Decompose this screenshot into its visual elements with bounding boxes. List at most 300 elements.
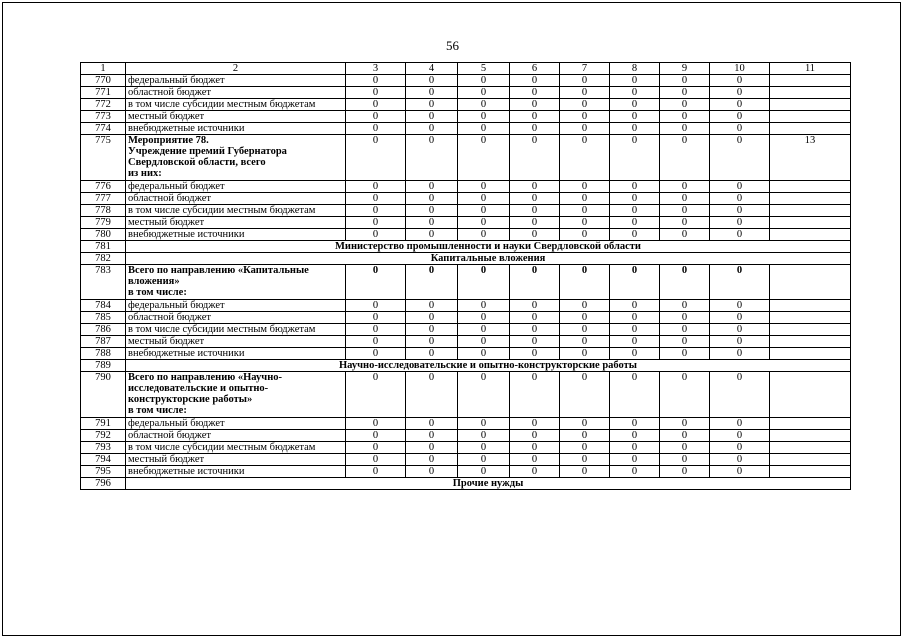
- value-cell: 0: [346, 193, 406, 205]
- value-cell: 0: [458, 181, 510, 193]
- header-cell: 9: [660, 63, 710, 75]
- value-cell: 0: [710, 312, 770, 324]
- row-number: 771: [81, 87, 126, 99]
- value-cell: 0: [346, 229, 406, 241]
- value-cell: 0: [510, 442, 560, 454]
- table-row: [81, 312, 851, 324]
- value-cell: 0: [660, 454, 710, 466]
- value-cell: 0: [406, 217, 458, 229]
- value-cell: 0: [346, 99, 406, 111]
- value-cell: 0: [510, 229, 560, 241]
- value-cell: 0: [458, 430, 510, 442]
- header-cell: 6: [510, 63, 560, 75]
- value-cell: 0: [406, 193, 458, 205]
- value-cell: 0: [406, 348, 458, 360]
- table-row: [81, 253, 851, 265]
- row-number: 792: [81, 430, 126, 442]
- row-number: 775: [81, 135, 126, 181]
- header-cell: 7: [560, 63, 610, 75]
- header-cell: 8: [610, 63, 660, 75]
- value-cell: 0: [458, 348, 510, 360]
- value-cell: 0: [406, 181, 458, 193]
- value-cell: 0: [406, 87, 458, 99]
- row-number: 774: [81, 123, 126, 135]
- row-label: в том числе субсидии местным бюджетам: [126, 205, 346, 217]
- value-cell: 0: [660, 123, 710, 135]
- column-11-cell: [770, 372, 851, 418]
- value-cell: 0: [510, 372, 560, 418]
- table-row: [81, 75, 851, 87]
- row-number: 781: [81, 241, 126, 253]
- value-cell: 0: [560, 442, 610, 454]
- value-cell: 0: [458, 217, 510, 229]
- value-cell: 0: [660, 99, 710, 111]
- value-cell: 0: [346, 430, 406, 442]
- header-cell: 5: [458, 63, 510, 75]
- value-cell: 0: [346, 372, 406, 418]
- column-11-cell: [770, 205, 851, 217]
- row-number: 783: [81, 265, 126, 300]
- table-row: [81, 324, 851, 336]
- column-11-cell: [770, 348, 851, 360]
- value-cell: 0: [710, 265, 770, 300]
- value-cell: 0: [458, 75, 510, 87]
- value-cell: 0: [510, 324, 560, 336]
- value-cell: 0: [660, 300, 710, 312]
- value-cell: 0: [346, 300, 406, 312]
- value-cell: 0: [458, 99, 510, 111]
- value-cell: 0: [660, 229, 710, 241]
- value-cell: 0: [510, 205, 560, 217]
- row-number: 779: [81, 217, 126, 229]
- row-label: местный бюджет: [126, 454, 346, 466]
- value-cell: 0: [610, 205, 660, 217]
- table-row: [81, 111, 851, 123]
- value-cell: 0: [610, 466, 660, 478]
- value-cell: 0: [406, 324, 458, 336]
- row-label: федеральный бюджет: [126, 75, 346, 87]
- row-label: внебюджетные источники: [126, 348, 346, 360]
- column-11-cell: [770, 418, 851, 430]
- value-cell: 0: [560, 181, 610, 193]
- row-number: 789: [81, 360, 126, 372]
- header-cell: 10: [710, 63, 770, 75]
- column-11-cell: [770, 111, 851, 123]
- value-cell: 0: [610, 324, 660, 336]
- row-label: областной бюджет: [126, 87, 346, 99]
- value-cell: 0: [560, 205, 610, 217]
- value-cell: 0: [660, 217, 710, 229]
- value-cell: 0: [346, 466, 406, 478]
- value-cell: 0: [610, 336, 660, 348]
- value-cell: 0: [610, 87, 660, 99]
- value-cell: 0: [510, 336, 560, 348]
- value-cell: 0: [510, 123, 560, 135]
- value-cell: 0: [346, 217, 406, 229]
- value-cell: 0: [458, 193, 510, 205]
- value-cell: 0: [610, 75, 660, 87]
- value-cell: 0: [510, 430, 560, 442]
- value-cell: 0: [346, 75, 406, 87]
- value-cell: 0: [710, 229, 770, 241]
- table-row: [81, 123, 851, 135]
- value-cell: 0: [458, 123, 510, 135]
- value-cell: 0: [610, 454, 660, 466]
- value-cell: 0: [346, 348, 406, 360]
- value-cell: 0: [660, 466, 710, 478]
- value-cell: 0: [660, 265, 710, 300]
- value-cell: 0: [458, 324, 510, 336]
- value-cell: 0: [660, 312, 710, 324]
- value-cell: 0: [610, 442, 660, 454]
- column-11-cell: [770, 181, 851, 193]
- value-cell: 0: [510, 466, 560, 478]
- row-label: областной бюджет: [126, 430, 346, 442]
- column-11-cell: 13: [770, 135, 851, 181]
- value-cell: 0: [406, 336, 458, 348]
- row-number: 790: [81, 372, 126, 418]
- value-cell: 0: [660, 87, 710, 99]
- value-cell: 0: [510, 265, 560, 300]
- header-cell: 3: [346, 63, 406, 75]
- table-row: [81, 360, 851, 372]
- value-cell: 0: [458, 265, 510, 300]
- value-cell: 0: [346, 181, 406, 193]
- row-label: Всего по направлению «Капитальные вложения» в том числе:: [126, 265, 346, 300]
- table-row: [81, 478, 851, 490]
- value-cell: 0: [560, 75, 610, 87]
- row-number: 770: [81, 75, 126, 87]
- row-label: местный бюджет: [126, 217, 346, 229]
- column-11-cell: [770, 229, 851, 241]
- row-number: 795: [81, 466, 126, 478]
- row-label: внебюджетные источники: [126, 123, 346, 135]
- value-cell: 0: [710, 123, 770, 135]
- value-cell: 0: [660, 111, 710, 123]
- value-cell: 0: [710, 87, 770, 99]
- value-cell: 0: [406, 205, 458, 217]
- column-11-cell: [770, 442, 851, 454]
- value-cell: 0: [560, 454, 610, 466]
- value-cell: 0: [510, 87, 560, 99]
- value-cell: 0: [510, 300, 560, 312]
- row-label: федеральный бюджет: [126, 181, 346, 193]
- value-cell: 0: [710, 466, 770, 478]
- value-cell: 0: [510, 181, 560, 193]
- value-cell: 0: [458, 454, 510, 466]
- row-number: 796: [81, 478, 126, 490]
- table-body: [81, 63, 851, 490]
- row-number: 784: [81, 300, 126, 312]
- value-cell: 0: [660, 372, 710, 418]
- column-11-cell: [770, 312, 851, 324]
- value-cell: 0: [510, 312, 560, 324]
- row-number: 787: [81, 336, 126, 348]
- value-cell: 0: [710, 430, 770, 442]
- row-label: местный бюджет: [126, 336, 346, 348]
- value-cell: 0: [510, 135, 560, 181]
- value-cell: 0: [458, 418, 510, 430]
- table-row: [81, 300, 851, 312]
- row-number: 773: [81, 111, 126, 123]
- column-11-cell: [770, 87, 851, 99]
- column-11-cell: [770, 265, 851, 300]
- row-label: областной бюджет: [126, 193, 346, 205]
- value-cell: 0: [346, 111, 406, 123]
- table-row: [81, 205, 851, 217]
- value-cell: 0: [610, 135, 660, 181]
- value-cell: 0: [710, 217, 770, 229]
- row-number: 777: [81, 193, 126, 205]
- value-cell: 0: [346, 442, 406, 454]
- budget-table: [80, 62, 851, 490]
- table-row: [81, 193, 851, 205]
- value-cell: 0: [610, 193, 660, 205]
- table-row: [81, 372, 851, 418]
- value-cell: 0: [710, 135, 770, 181]
- table-row: [81, 229, 851, 241]
- value-cell: 0: [660, 75, 710, 87]
- value-cell: 0: [560, 123, 610, 135]
- value-cell: 0: [458, 442, 510, 454]
- value-cell: 0: [560, 99, 610, 111]
- row-number: 794: [81, 454, 126, 466]
- value-cell: 0: [510, 418, 560, 430]
- table-row: [81, 241, 851, 253]
- value-cell: 0: [610, 300, 660, 312]
- table-row: [81, 87, 851, 99]
- value-cell: 0: [560, 466, 610, 478]
- value-cell: 0: [406, 442, 458, 454]
- value-cell: 0: [660, 418, 710, 430]
- column-11-cell: [770, 454, 851, 466]
- column-11-cell: [770, 300, 851, 312]
- value-cell: 0: [560, 300, 610, 312]
- column-11-cell: [770, 193, 851, 205]
- value-cell: 0: [560, 111, 610, 123]
- table-row: [81, 466, 851, 478]
- row-number: 778: [81, 205, 126, 217]
- row-label: внебюджетные источники: [126, 229, 346, 241]
- row-number: 785: [81, 312, 126, 324]
- row-label: местный бюджет: [126, 111, 346, 123]
- value-cell: 0: [710, 99, 770, 111]
- value-cell: 0: [458, 466, 510, 478]
- value-cell: 0: [560, 217, 610, 229]
- value-cell: 0: [660, 135, 710, 181]
- value-cell: 0: [560, 87, 610, 99]
- table-header-row: [81, 63, 851, 75]
- value-cell: 0: [406, 229, 458, 241]
- row-number: 780: [81, 229, 126, 241]
- row-label: федеральный бюджет: [126, 300, 346, 312]
- value-cell: 0: [610, 123, 660, 135]
- row-number: 788: [81, 348, 126, 360]
- value-cell: 0: [610, 348, 660, 360]
- header-cell: 4: [406, 63, 458, 75]
- value-cell: 0: [660, 205, 710, 217]
- value-cell: 0: [346, 87, 406, 99]
- section-heading: Научно-исследовательские и опытно-конструкторские работы: [126, 360, 851, 372]
- value-cell: 0: [458, 135, 510, 181]
- value-cell: 0: [406, 75, 458, 87]
- value-cell: 0: [346, 312, 406, 324]
- value-cell: 0: [406, 418, 458, 430]
- value-cell: 0: [710, 336, 770, 348]
- value-cell: 0: [406, 123, 458, 135]
- value-cell: 0: [458, 229, 510, 241]
- column-11-cell: [770, 217, 851, 229]
- value-cell: 0: [406, 111, 458, 123]
- value-cell: 0: [710, 75, 770, 87]
- value-cell: 0: [560, 372, 610, 418]
- column-11-cell: [770, 324, 851, 336]
- value-cell: 0: [406, 135, 458, 181]
- row-label: федеральный бюджет: [126, 418, 346, 430]
- value-cell: 0: [510, 99, 560, 111]
- value-cell: 0: [458, 300, 510, 312]
- value-cell: 0: [710, 193, 770, 205]
- row-number: 786: [81, 324, 126, 336]
- table-row: [81, 99, 851, 111]
- table-row: [81, 418, 851, 430]
- value-cell: 0: [510, 348, 560, 360]
- value-cell: 0: [346, 265, 406, 300]
- value-cell: 0: [610, 229, 660, 241]
- row-label: в том числе субсидии местным бюджетам: [126, 442, 346, 454]
- value-cell: 0: [406, 430, 458, 442]
- table-row: [81, 430, 851, 442]
- value-cell: 0: [406, 372, 458, 418]
- value-cell: 0: [458, 336, 510, 348]
- value-cell: 0: [710, 181, 770, 193]
- row-number: 772: [81, 99, 126, 111]
- value-cell: 0: [510, 111, 560, 123]
- header-cell: 11: [770, 63, 851, 75]
- value-cell: 0: [346, 205, 406, 217]
- value-cell: 0: [346, 454, 406, 466]
- value-cell: 0: [660, 442, 710, 454]
- value-cell: 0: [346, 336, 406, 348]
- value-cell: 0: [406, 99, 458, 111]
- value-cell: 0: [406, 312, 458, 324]
- table-row: [81, 336, 851, 348]
- value-cell: 0: [710, 111, 770, 123]
- value-cell: 0: [610, 430, 660, 442]
- value-cell: 0: [406, 454, 458, 466]
- value-cell: 0: [560, 193, 610, 205]
- value-cell: 0: [406, 466, 458, 478]
- row-label: областной бюджет: [126, 312, 346, 324]
- value-cell: 0: [660, 324, 710, 336]
- table-row: [81, 181, 851, 193]
- table-row: [81, 135, 851, 181]
- row-number: 791: [81, 418, 126, 430]
- column-11-cell: [770, 336, 851, 348]
- table-row: [81, 348, 851, 360]
- value-cell: 0: [560, 229, 610, 241]
- row-label: внебюджетные источники: [126, 466, 346, 478]
- value-cell: 0: [710, 205, 770, 217]
- value-cell: 0: [458, 111, 510, 123]
- value-cell: 0: [560, 336, 610, 348]
- table-row: [81, 265, 851, 300]
- value-cell: 0: [560, 135, 610, 181]
- section-heading: Министерство промышленности и науки Свердловской области: [126, 241, 851, 253]
- value-cell: 0: [406, 265, 458, 300]
- column-11-cell: [770, 466, 851, 478]
- value-cell: 0: [610, 111, 660, 123]
- value-cell: 0: [560, 265, 610, 300]
- value-cell: 0: [660, 193, 710, 205]
- row-label: в том числе субсидии местным бюджетам: [126, 324, 346, 336]
- row-label: в том числе субсидии местным бюджетам: [126, 99, 346, 111]
- column-11-cell: [770, 99, 851, 111]
- value-cell: 0: [346, 324, 406, 336]
- value-cell: 0: [510, 217, 560, 229]
- value-cell: 0: [660, 348, 710, 360]
- value-cell: 0: [610, 265, 660, 300]
- value-cell: 0: [610, 418, 660, 430]
- value-cell: 0: [560, 430, 610, 442]
- value-cell: 0: [560, 348, 610, 360]
- value-cell: 0: [458, 205, 510, 217]
- value-cell: 0: [710, 418, 770, 430]
- value-cell: 0: [610, 181, 660, 193]
- value-cell: 0: [660, 336, 710, 348]
- value-cell: 0: [660, 181, 710, 193]
- value-cell: 0: [406, 300, 458, 312]
- value-cell: 0: [710, 372, 770, 418]
- value-cell: 0: [610, 312, 660, 324]
- value-cell: 0: [660, 430, 710, 442]
- value-cell: 0: [560, 418, 610, 430]
- column-11-cell: [770, 430, 851, 442]
- value-cell: 0: [346, 135, 406, 181]
- section-heading: Прочие нужды: [126, 478, 851, 490]
- row-number: 782: [81, 253, 126, 265]
- value-cell: 0: [610, 99, 660, 111]
- value-cell: 0: [510, 454, 560, 466]
- value-cell: 0: [510, 75, 560, 87]
- value-cell: 0: [458, 372, 510, 418]
- value-cell: 0: [710, 324, 770, 336]
- table-row: [81, 217, 851, 229]
- value-cell: 0: [710, 300, 770, 312]
- value-cell: 0: [710, 348, 770, 360]
- value-cell: 0: [710, 454, 770, 466]
- value-cell: 0: [710, 442, 770, 454]
- table-row: [81, 454, 851, 466]
- value-cell: 0: [560, 324, 610, 336]
- page-number: 56: [446, 38, 459, 53]
- table-row: [81, 442, 851, 454]
- value-cell: 0: [510, 193, 560, 205]
- value-cell: 0: [346, 418, 406, 430]
- value-cell: 0: [458, 312, 510, 324]
- header-cell: 1: [81, 63, 126, 75]
- row-label: Всего по направлению «Научно-исследовательские и опытно-конструкторские работы» в том числе:: [126, 372, 346, 418]
- value-cell: 0: [610, 372, 660, 418]
- value-cell: 0: [458, 87, 510, 99]
- row-label: Мероприятие 78. Учреждение премий Губернатора Свердловской области, всего из них:: [126, 135, 346, 181]
- value-cell: 0: [560, 312, 610, 324]
- section-heading: Капитальные вложения: [126, 253, 851, 265]
- value-cell: 0: [610, 217, 660, 229]
- value-cell: 0: [346, 123, 406, 135]
- header-cell: 2: [126, 63, 346, 75]
- row-number: 793: [81, 442, 126, 454]
